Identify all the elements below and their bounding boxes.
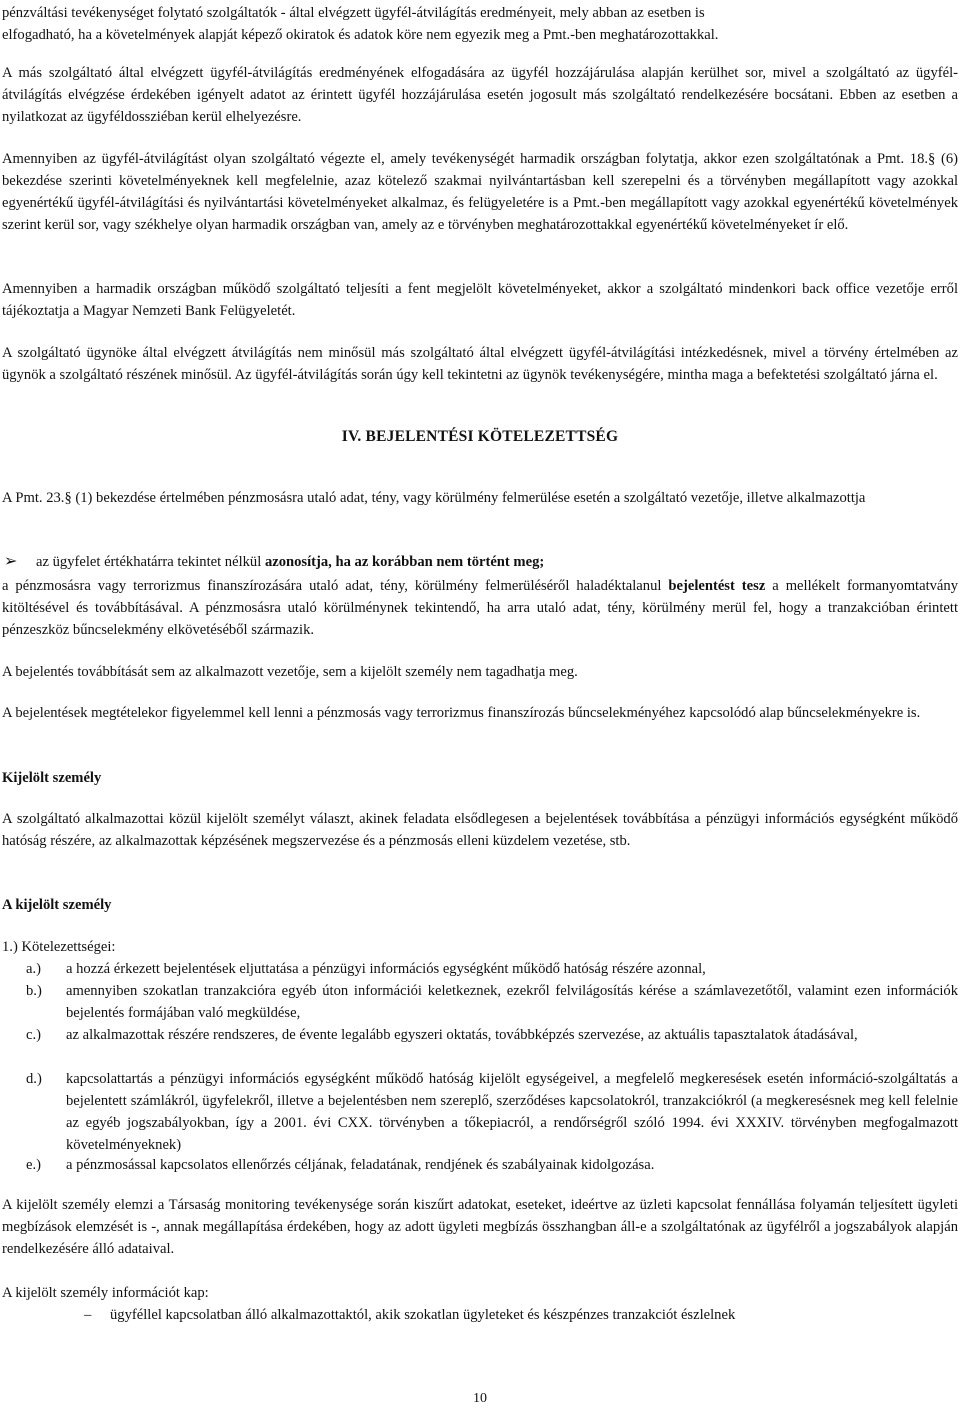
paragraph-forwarding: A bejelentés továbbítását sem az alkalmazott vezetője, sem a kijelölt személy nem tagadhatja meg. [2, 664, 578, 680]
duty-marker: e.) [26, 1157, 41, 1173]
duty-text: az alkalmazottak részére rendszeres, de évente legalább egyszeri oktatás, továbbképzés szervezése, az aktuális tapasztalatok átadásával, [66, 1027, 858, 1043]
report-text-1: a pénzmosásra vagy terrorizmus finanszírozására utaló adat, tény, körülmény felmerüléséről haladéktalanul [2, 578, 669, 594]
duty-marker: a.) [26, 961, 41, 977]
paragraph-report [2, 575, 958, 641]
paragraph-base-crimes: A bejelentések megtételekor figyelemmel kell lenni a pénzmosás vagy terrorizmus finanszírozás bűncselekményéhez kapcsolódó alap bűncselekményekre is. [2, 705, 921, 721]
arrow-list-item [2, 551, 958, 573]
duty-item-a [26, 958, 958, 980]
dash-item-text: ügyféllel kapcsolatban álló alkalmazottaktól, akik szokatlan ügyleteket és készpénzes tranzakciót észlelnek [110, 1307, 736, 1323]
duty-text: a hozzá érkezett bejelentések eljuttatása a pénzügyi információs egységként működő hatóság részére azonnal, [66, 961, 706, 977]
duty-item-d [26, 1068, 958, 1156]
section-heading: IV. BEJELENTÉSI KÖTELEZETTSÉG [341, 428, 619, 445]
paragraph-pmt-23: A Pmt. 23.§ (1) bekezdése értelmében pénzmosásra utaló adat, tény, vagy körülmény felmerülése esetén a szolgáltató vezetője, illetve alkalmazottja [2, 490, 866, 506]
duty-item-b [26, 980, 958, 1024]
intro-line-1: pénzváltási tevékenységet folytató szolgáltatók - által elvégzett ügyfél-átvilágítás eredményeit, mely abban az esetben is [2, 5, 705, 21]
duty-text: amennyiben szokatlan tranzakcióra egyéb úton információi keletkeznek, ezekről felvilágosítás kérése a számlavezetőtől, valamint ezen információk bejelentés formájában való megküldése, [66, 983, 958, 1021]
report-text-bold: bejelentést tesz [668, 578, 766, 594]
paragraph-designated-selection: A szolgáltató alkalmazottai közül kijelölt személyt választ, akinek feladata elsődlegesen a bejelentések továbbítása a pénzügyi információs egységként működő hatóság részére, az alkalmazottak képzésének megszervezése és a pénzmosás elleni küzdelem vezetése, stb. [2, 811, 958, 849]
arrow-bullet-icon: ➢ [4, 553, 18, 570]
page-number: 10 [473, 1391, 487, 1406]
paragraph-third-country: Amennyiben az ügyfél-átvilágítást olyan szolgáltató végezte el, amely tevékenységét harmadik országban folytatja, akkor ezen szolgáltatónak a Pmt. 18.§ (6) bekezdése szerinti követelményeknek kell megfelelnie, azaz kötelező szakmai nyilvántartásban kell szerepelni és a törvényben megállapított vagy azokkal egyenértékű ügyfél-átvilágítási és nyilvántartási követelményeket alkalmaz, és felügyeletére is a Pmt.-ben megállapított vagy azokkal egyenértékű követelmények szerint kerül sor, vagy székhelye olyan harmadik országban van, amely az e törvényben meghatározottakkal egyenértékű követelményeket ír elő. [2, 151, 958, 233]
paragraph-info-receives: A kijelölt személy információt kap: [2, 1285, 209, 1301]
subheading-designated-person: Kijelölt személy [2, 770, 102, 786]
arrow-item-bold: azonosítja, ha az korábban nem történt meg; [264, 554, 545, 570]
paragraph-back-office: Amennyiben a harmadik országban működő szolgáltató teljesíti a fent megjelölt követelményeket, akkor a szolgáltató mindenkori back office vezetője erről tájékoztatja a Magyar Nemzeti Bank Felügyeletét. [2, 281, 958, 319]
arrow-item-plain: az ügyfelet értékhatárra tekintet nélkül [36, 554, 265, 570]
paragraph-agent: A szolgáltató ügynöke által elvégzett átvilágítás nem minősül más szolgáltató által elvégzett ügyfél-átvilágítási intézkedésnek, mivel a törvény értelmében az ügynök a szolgáltató részének minősül. Az ügyfél-átvilágítás során úgy kell tekintetni az ügynök tevékenységére, mintha maga a befektetési szolgáltató járna el. [2, 345, 958, 383]
report-text-2: a mellékelt formanyomtatvány kitöltésével és továbbításával. A pénzmosásra utaló körülménynek tekintendő, ha arra utaló adat, tény, körülmény merül fel, hogy a tranzakcióban érintett pénzeszköz bűncselekmény elkövetéséből származik. [2, 578, 959, 638]
duty-marker: c.) [26, 1027, 41, 1043]
paragraph-other-provider-consent: A más szolgáltató által elvégzett ügyfél-átvilágítás eredményének elfogadására az ügyfél hozzájárulása alapján kerülhet sor, mivel a szolgáltató az ügyfél-átvilágítás elvégzése érdekében igényelt adatot az érintett ügyfél hozzájárulása esetén jogosult más szolgáltató rendelkezésére bocsátani. Ebben az esetben a nyilatkozat az ügyféldossziéban kerül elhelyezésre. [2, 65, 958, 125]
duties-title: 1.) Kötelezettségei: [2, 939, 116, 955]
arrow-item-text [36, 551, 958, 573]
duty-item-e [26, 1154, 958, 1176]
dash-list-item [2, 1304, 958, 1326]
duty-marker: d.) [26, 1071, 42, 1087]
intro-line-2: elfogadható, ha a követelmények alapját képező okiratok és adatok köre nem egyezik meg a Pmt.-ben meghatározottakkal. [2, 27, 719, 43]
duty-marker: b.) [26, 983, 42, 999]
dash-bullet-icon: – [84, 1307, 92, 1323]
duty-text: a pénzmosással kapcsolatos ellenőrzés céljának, feladatának, rendjének és szabályainak kidolgozása. [66, 1157, 655, 1173]
duty-text: kapcsolattartás a pénzügyi információs egységként működő hatóság kijelölt egységeivel, a megfelelő megkeresések esetén információ-szolgáltatás a bejelentett számlákról, ügyfelekről, illetve a bejelentésben nem szereplő, szerződéses kapcsolatokról, tranzakciókról (a megkeresésnek meg kell felelnie az egyéb jogszabályokban, így a 2001. évi CXX. törvényben a tőkepiacról, a rendőrségről szóló 1994. évi XXXIV. törvényben megfogalmazott követelményeknek) [66, 1071, 958, 1153]
duty-item-c [26, 1024, 958, 1068]
subheading-the-designated-person: A kijelölt személy [2, 897, 112, 913]
paragraph-monitoring: A kijelölt személy elemzi a Társaság monitoring tevékenysége során kiszűrt adatokat, eseteket, ideértve az üzleti kapcsolat fennállása folyamán teljesített ügyleti megbízások elemzését is -, annak megállapítása érdekében, hogy az adott ügyleti megbízás összhangban áll-e a szolgáltatónak az ügyfélről a jogszabályok alapján rendelkezésére álló adataival. [2, 1197, 958, 1257]
